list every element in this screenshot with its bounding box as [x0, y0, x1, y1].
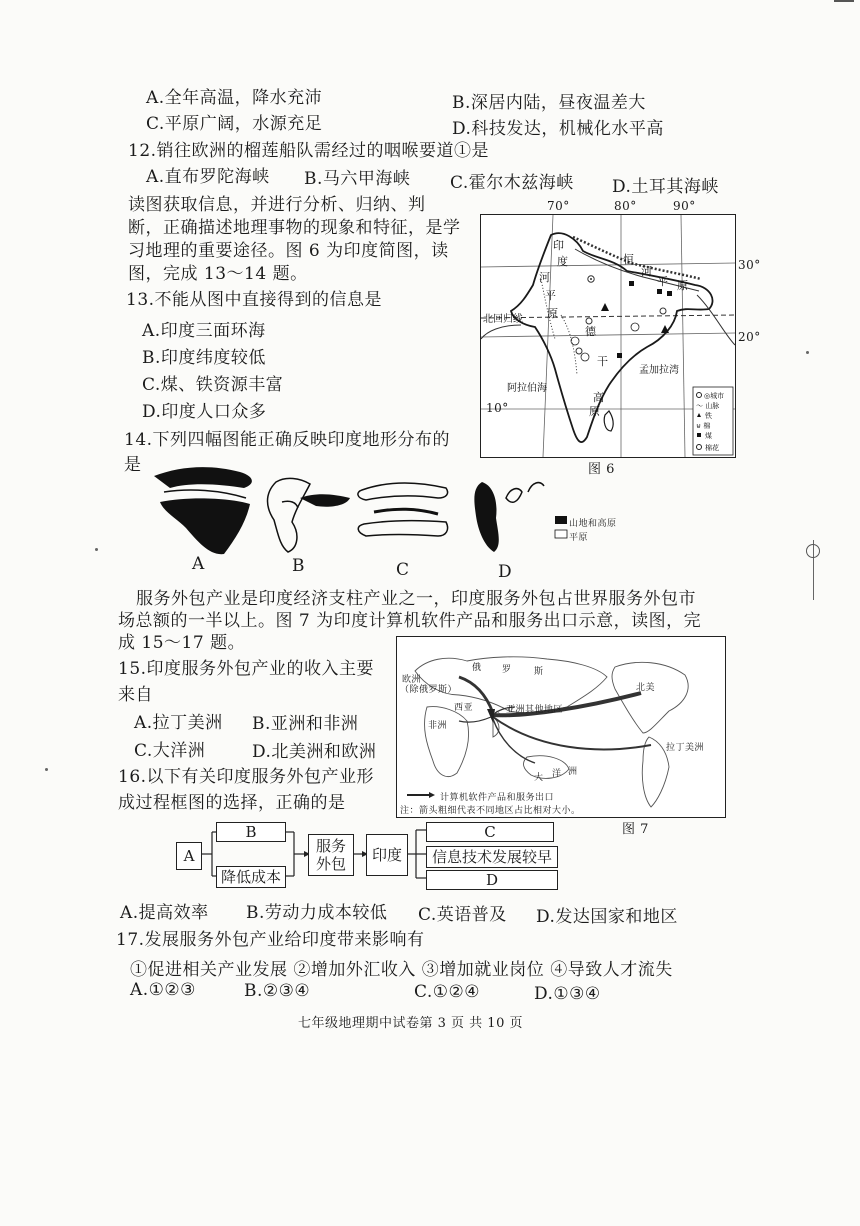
terrain-label-a: A	[192, 554, 205, 574]
svg-text:棉花: 棉花	[705, 444, 719, 452]
q11-option-d: D.科技发达，机械化水平高	[452, 119, 664, 139]
fig7-note: 注：箭头粗细代表不同地区占比相对大小。	[400, 806, 581, 816]
region-north-america: 北美	[636, 683, 656, 693]
region-west-asia: 西亚	[454, 703, 474, 713]
terrain-option-b	[268, 478, 351, 552]
q13-option-c: C.煤、铁资源丰富	[142, 375, 284, 395]
q12-stem: 12.销往欧洲的榴莲船队需经过的咽喉要道①是	[128, 141, 490, 161]
svg-text:河: 河	[641, 265, 652, 278]
flow-box-a: A	[176, 842, 202, 870]
region-europe: 欧洲	[402, 675, 422, 685]
q16-option-c: C.英语普及	[418, 905, 507, 925]
svg-text:印: 印	[553, 239, 564, 252]
svg-text:河: 河	[539, 271, 550, 284]
intro7-line: 场总额的一半以上。图 7 为印度计算机软件产品和服务出口示意，读图，完	[118, 611, 702, 631]
q16-option-a: A.提高效率	[120, 903, 209, 923]
q15-option-a: A.拉丁美洲	[134, 713, 223, 733]
q17-option-d: D.①③④	[534, 984, 601, 1004]
region-russia-1: 俄	[472, 663, 482, 673]
q12-option-d: D.土耳其海峡	[612, 177, 719, 197]
terrain-option-d	[474, 482, 544, 552]
svg-text:干: 干	[597, 355, 608, 368]
edge-mark	[834, 0, 854, 2]
region-africa: 非洲	[428, 721, 448, 731]
terrain-option-a	[154, 467, 252, 554]
q12-option-b: B.马六甲海峡	[304, 169, 411, 189]
q11-option-a: A.全年高温，降水充沛	[146, 88, 323, 108]
svg-text:◎城市: ◎城市	[704, 392, 725, 400]
intro6-line: 习地理的重要途径。图 6 为印度简图，读	[128, 241, 449, 261]
terrain-label-c: C	[396, 560, 410, 580]
flow-box-b: B	[216, 822, 286, 842]
q17-option-c: C.①②④	[414, 982, 481, 1002]
q17-items: ①促进相关产业发展 ②增加外汇收入 ③增加就业岗位 ④导致人才流失	[130, 960, 673, 980]
q12-option-c: C.霍尔木兹海峡	[450, 173, 574, 193]
q11-option-c: C.平原广阔，水源充足	[146, 114, 323, 134]
q17-option-b: B.②③④	[244, 981, 311, 1001]
q13-option-b: B.印度纬度较低	[142, 348, 266, 368]
intro7-line: 服务外包产业是印度经济支柱产业之一，印度服务外包占世界服务外包市	[136, 589, 696, 609]
flow-box-c: C	[426, 822, 554, 842]
svg-text:原: 原	[547, 307, 558, 320]
q13-option-a: A.印度三面环海	[142, 321, 266, 341]
svg-text:铁: 铁	[705, 412, 712, 420]
q15-option-d: D.北美洲和欧洲	[252, 742, 377, 762]
region-russia-2: 罗	[502, 665, 512, 675]
q14-stem-cont: 是	[124, 455, 142, 475]
map-lon-90: 90°	[673, 199, 696, 213]
region-oceania-1: 大	[534, 773, 544, 783]
q16-stem: 16.以下有关印度服务外包产业形	[118, 767, 375, 787]
india-map	[480, 214, 736, 458]
svg-text:恒: 恒	[623, 253, 634, 266]
q15-stem: 15.印度服务外包产业的收入主要	[118, 659, 375, 679]
region-europe-note: （除俄罗斯）	[400, 685, 458, 695]
q16-option-b: B.劳动力成本较低	[246, 903, 388, 923]
flow-box-d: D	[426, 870, 558, 890]
q15-option-c: C.大洋洲	[134, 741, 206, 761]
map-lat-30: 30°	[738, 258, 761, 272]
svg-text:阿拉伯海: 阿拉伯海	[507, 383, 547, 394]
q17-option-a: A.①②③	[130, 980, 196, 1000]
svg-text:原: 原	[677, 279, 688, 292]
map-lat-10: 10°	[486, 401, 509, 415]
map-lon-80: 80°	[614, 199, 637, 213]
page-footer: 七年级地理期中试卷第 3 页 共 10 页	[298, 1016, 523, 1031]
terrain-legend-plain: 平原	[569, 533, 589, 543]
binding-hole	[806, 544, 820, 558]
svg-text:原: 原	[589, 405, 600, 418]
fig6-caption: 图 6	[588, 462, 615, 477]
map-lat-20: 20°	[738, 330, 761, 344]
flow-box-cost: 降低成本	[216, 866, 286, 888]
region-oceania-2: 洋	[552, 769, 562, 779]
india-map-drawing	[481, 215, 735, 457]
region-oceania-3: 洲	[568, 767, 578, 777]
terrain-option-c	[358, 483, 448, 536]
terrain-label-d: D	[498, 562, 513, 582]
intro7-line: 成 15～17 题。	[118, 633, 246, 653]
q15-stem-cont: 来自	[118, 685, 153, 705]
terrain-legend	[555, 516, 567, 538]
q12-option-a: A.直布罗陀海峡	[146, 167, 270, 187]
q11-option-b: B.深居内陆，昼夜温差大	[452, 93, 646, 113]
svg-text:高: 高	[593, 391, 604, 404]
svg-text:北回归线: 北回归线	[483, 314, 523, 325]
q16-stem-cont: 成过程框图的选择，正确的是	[118, 793, 346, 813]
map-lon-70: 70°	[547, 199, 570, 213]
svg-text:德: 德	[585, 325, 596, 338]
region-other-asia: 亚洲其他地区	[506, 705, 564, 715]
flow-box-service: 服务外包	[308, 834, 354, 876]
region-latin-america: 拉丁美洲	[666, 743, 705, 753]
fig7-legend: 计算机软件产品和服务出口	[440, 793, 555, 803]
speck	[45, 768, 48, 771]
terrain-legend-mountain: 山地和高原	[569, 519, 617, 529]
svg-text:⊌ 棉: ⊌ 棉	[696, 422, 711, 430]
q15-option-b: B.亚洲和非洲	[252, 714, 359, 734]
terrain-label-b: B	[292, 556, 305, 576]
svg-text:煤: 煤	[705, 432, 712, 440]
svg-text:平: 平	[545, 289, 556, 302]
svg-text:孟加拉湾: 孟加拉湾	[639, 365, 679, 376]
speck	[806, 351, 809, 354]
q14-stem: 14.下列四幅图能正确反映印度地形分布的	[124, 430, 451, 450]
flow-box-it: 信息技术发展较早	[426, 846, 558, 868]
svg-text:平: 平	[657, 275, 668, 288]
q16-option-d: D.发达国家和地区	[536, 907, 678, 927]
svg-text:度: 度	[557, 255, 568, 268]
flow-box-india: 印度	[366, 834, 408, 876]
q17-stem: 17.发展服务外包产业给印度带来影响有	[116, 930, 425, 950]
intro6-line: 读图获取信息，并进行分析、归纳、判	[128, 195, 426, 215]
intro6-line: 图，完成 13～14 题。	[128, 264, 308, 284]
terrain-options	[150, 462, 570, 562]
svg-text:〜 山脉: 〜 山脉	[696, 402, 720, 410]
speck	[95, 548, 98, 551]
intro6-line: 断，正确描述地理事物的现象和特征，是学	[128, 218, 461, 238]
fig7-caption: 图 7	[622, 822, 649, 837]
region-russia-3: 斯	[534, 667, 544, 677]
q13-option-d: D.印度人口众多	[142, 402, 267, 422]
q13-stem: 13.不能从图中直接得到的信息是	[126, 290, 383, 310]
